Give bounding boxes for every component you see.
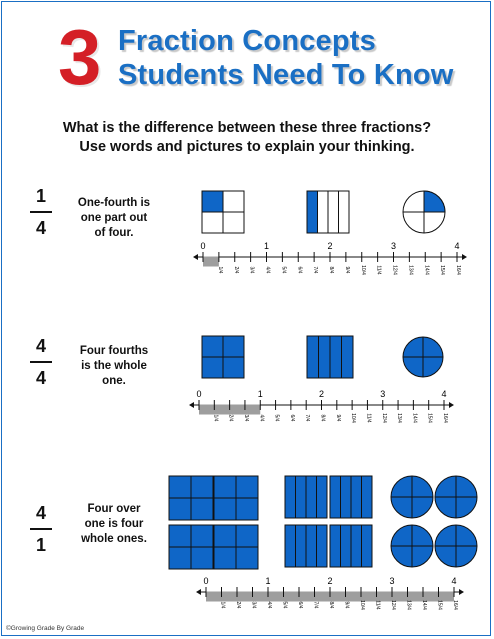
number-line-one-fourth-whole-label: 0 bbox=[200, 241, 206, 251]
number-line-four-fourths-arrow-left bbox=[189, 402, 194, 408]
number-line-one-fourth-fraction-label: 14/4 bbox=[423, 265, 430, 275]
four-wholes-square-cell bbox=[214, 525, 236, 547]
number-line-one-fourth-fraction-label: 6/4 bbox=[296, 266, 303, 274]
four-wholes-strips-strip bbox=[317, 525, 328, 567]
four-wholes-square-cell bbox=[236, 547, 258, 569]
description-line: of four. bbox=[94, 227, 134, 239]
number-line-one-fourth-whole-label: 1 bbox=[263, 241, 270, 251]
number-line-four-over-one-fraction-label: 16/4 bbox=[452, 600, 458, 610]
one-fourth-strips-strip bbox=[328, 191, 339, 233]
four-fourths-strips-strip bbox=[342, 336, 354, 378]
number-line-one-fourth-fraction-label: 11/4 bbox=[375, 265, 382, 275]
number-line-one-fourth-fraction-label: 4/4 bbox=[264, 266, 271, 274]
four-wholes-square-cell bbox=[191, 547, 213, 569]
number-line-one-fourth-fraction-label: 1/4 bbox=[216, 266, 223, 274]
number-line-one-fourth-whole-label: 4 bbox=[454, 241, 460, 251]
prompt-line-2: Use words and pictures to explain your thinking. bbox=[79, 139, 415, 155]
four-wholes-square-cell bbox=[214, 547, 236, 569]
fraction-denominator: 4 bbox=[35, 368, 46, 388]
four-fourths-strips-strip bbox=[319, 336, 331, 378]
number-line-four-over-one-fraction-label: 15/4 bbox=[436, 600, 443, 610]
number-line-four-over-one-fraction-label: 2/4 bbox=[235, 601, 241, 609]
fraction-numerator: 1 bbox=[35, 186, 46, 206]
description-line: is the whole bbox=[81, 360, 147, 372]
fraction-denominator: 4 bbox=[35, 218, 46, 238]
four-wholes-strips-strip bbox=[341, 476, 352, 518]
four-wholes-square-cell bbox=[169, 525, 191, 547]
number-line-four-fourths-fraction-label: 14/4 bbox=[411, 413, 418, 423]
four-fourths-square-cell bbox=[223, 336, 244, 357]
number-line-four-fourths-fraction-label: 5/4 bbox=[273, 414, 280, 422]
number-line-four-fourths-fraction-label: 11/4 bbox=[365, 413, 372, 423]
number-line-one-fourth-fraction-label: 13/4 bbox=[407, 265, 414, 275]
four-fourths-strips-strip bbox=[330, 336, 342, 378]
description-line: whole ones. bbox=[81, 533, 147, 545]
description-line: One-fourth is bbox=[77, 197, 151, 209]
one-fourth-square-cell bbox=[202, 212, 223, 233]
number-line-one-fourth-fraction-label: 12/4 bbox=[391, 265, 398, 275]
number-line-four-over-one-fraction-label: 11/4 bbox=[374, 600, 381, 610]
four-wholes-square-cell bbox=[236, 525, 258, 547]
number-line-one-fourth-fraction-label: 2/4 bbox=[232, 266, 239, 274]
one-fourth-circle-quarter bbox=[424, 191, 445, 212]
number-line-one-fourth-fraction-label: 9/4 bbox=[343, 266, 350, 274]
one-fourth-square-cell bbox=[223, 191, 244, 212]
four-fourths-square-cell bbox=[223, 357, 244, 378]
number-line-four-over-one-fraction-label: 13/4 bbox=[405, 600, 412, 610]
number-line-four-fourths-fraction-label: 9/4 bbox=[334, 414, 341, 422]
number-line-one-fourth-whole-label: 3 bbox=[390, 241, 397, 251]
number-line-one-fourth-fraction-label: 16/4 bbox=[455, 265, 461, 275]
description-line: one. bbox=[102, 375, 126, 387]
description-line: Four over bbox=[87, 503, 141, 515]
number-line-four-over-one-fraction-label: 8/4 bbox=[328, 601, 334, 609]
four-wholes-strips-strip bbox=[341, 525, 352, 567]
number-line-four-fourths-whole-label: 1 bbox=[257, 389, 263, 399]
number-line-one-fourth-shaded-segment bbox=[203, 257, 219, 267]
four-fourths-strips-strip bbox=[307, 336, 319, 378]
fraction-denominator: 1 bbox=[35, 535, 46, 555]
number-line-four-fourths-fraction-label: 8/4 bbox=[319, 414, 326, 422]
number-line-four-fourths-whole-label: 0 bbox=[196, 389, 202, 399]
four-wholes-square-cell bbox=[191, 476, 213, 498]
number-line-four-fourths-fraction-label: 4/4 bbox=[258, 414, 265, 422]
number-line-one-fourth-fraction-label: 15/4 bbox=[439, 265, 446, 275]
number-line-four-over-one-fraction-label: 9/4 bbox=[343, 601, 350, 609]
big-number-three: 3 bbox=[58, 13, 102, 101]
four-wholes-square-cell bbox=[236, 498, 258, 520]
description-line: one is four bbox=[84, 518, 144, 530]
number-line-four-fourths-fraction-label: 10/4 bbox=[350, 413, 357, 423]
one-fourth-square-cell bbox=[202, 191, 223, 212]
four-wholes-square-cell bbox=[214, 498, 236, 520]
four-wholes-square-cell bbox=[236, 476, 258, 498]
number-line-four-fourths-fraction-label: 16/4 bbox=[442, 413, 448, 423]
number-line-four-over-one-fraction-label: 7/4 bbox=[312, 601, 319, 609]
number-line-four-fourths-fraction-label: 6/4 bbox=[288, 414, 295, 422]
four-wholes-strips-strip bbox=[351, 525, 362, 567]
four-wholes-strips-strip bbox=[306, 525, 317, 567]
one-fourth-strips-strip bbox=[339, 191, 350, 233]
four-wholes-square-cell bbox=[169, 498, 191, 520]
number-line-four-over-one-whole-label: 3 bbox=[389, 576, 395, 586]
number-line-four-fourths-arrow-right bbox=[449, 402, 454, 408]
number-line-four-fourths-whole-label: 4 bbox=[441, 389, 447, 399]
number-line-four-over-one-fraction-label: 3/4 bbox=[250, 601, 257, 609]
four-wholes-strips-strip bbox=[351, 476, 362, 518]
fraction-numerator: 4 bbox=[35, 336, 46, 356]
four-wholes-strips-strip bbox=[306, 476, 317, 518]
number-line-one-fourth-fraction-label: 10/4 bbox=[359, 265, 366, 275]
description-line: Four fourths bbox=[79, 345, 149, 357]
one-fourth-square-cell bbox=[223, 212, 244, 233]
number-line-one-fourth-fraction-label: 5/4 bbox=[280, 266, 287, 274]
number-line-four-over-one-whole-label: 2 bbox=[327, 576, 333, 586]
number-line-four-fourths-fraction-label: 3/4 bbox=[242, 414, 249, 422]
prompt-line-1: What is the difference between these three fractions? bbox=[62, 120, 432, 136]
number-line-four-over-one-fraction-label: 6/4 bbox=[297, 601, 303, 609]
number-line-four-fourths-fraction-label: 12/4 bbox=[380, 413, 387, 423]
number-line-four-over-one-whole-label: 4 bbox=[451, 576, 457, 586]
number-line-one-fourth-arrow-right bbox=[462, 254, 467, 260]
number-line-four-over-one-fraction-label: 14/4 bbox=[421, 600, 427, 610]
four-wholes-strips-strip bbox=[285, 476, 296, 518]
description-line: one part out bbox=[80, 212, 148, 224]
number-line-four-fourths-fraction-label: 1/4 bbox=[212, 414, 219, 422]
number-line-four-fourths-fraction-label: 15/4 bbox=[426, 413, 433, 423]
number-line-four-over-one-fraction-label: 1/4 bbox=[219, 601, 226, 609]
title-line-1: Fraction Concepts bbox=[118, 25, 376, 57]
four-wholes-square-cell bbox=[191, 498, 213, 520]
number-line-one-fourth-arrow-left bbox=[193, 254, 198, 260]
four-wholes-square-cell bbox=[169, 476, 191, 498]
four-wholes-strips-strip bbox=[362, 476, 373, 518]
number-line-four-fourths-whole-label: 3 bbox=[380, 389, 386, 399]
four-wholes-strips-strip bbox=[296, 525, 307, 567]
number-line-four-fourths-fraction-label: 2/4 bbox=[227, 414, 234, 422]
one-fourth-strips-strip bbox=[318, 191, 329, 233]
number-line-four-over-one-whole-label: 1 bbox=[265, 576, 271, 586]
number-line-four-over-one-fraction-label: 5/4 bbox=[281, 601, 288, 609]
number-line-four-over-one-fraction-label: 12/4 bbox=[390, 600, 396, 610]
four-fourths-square-cell bbox=[202, 357, 223, 378]
number-line-four-over-one-fraction-label: 10/4 bbox=[359, 600, 365, 610]
four-wholes-strips-strip bbox=[362, 525, 373, 567]
title-line-2: Students Need To Know bbox=[118, 59, 454, 91]
number-line-four-fourths-fraction-label: 7/4 bbox=[304, 414, 311, 422]
four-wholes-strips-strip bbox=[317, 476, 328, 518]
four-wholes-square-cell bbox=[214, 476, 236, 498]
four-wholes-strips-strip bbox=[330, 476, 341, 518]
four-wholes-strips-strip bbox=[285, 525, 296, 567]
fraction-numerator: 4 bbox=[35, 503, 46, 523]
number-line-four-fourths-whole-label: 2 bbox=[318, 389, 325, 399]
number-line-four-fourths-fraction-label: 13/4 bbox=[396, 413, 403, 423]
four-wholes-strips-strip bbox=[296, 476, 307, 518]
number-line-four-over-one-arrow-left bbox=[196, 589, 201, 595]
four-wholes-square-cell bbox=[169, 547, 191, 569]
number-line-four-over-one-fraction-label: 4/4 bbox=[266, 601, 272, 609]
number-line-one-fourth-whole-label: 2 bbox=[327, 241, 333, 251]
number-line-one-fourth-fraction-label: 8/4 bbox=[328, 266, 334, 274]
four-wholes-strips-strip bbox=[330, 525, 341, 567]
number-line-four-over-one-arrow-right bbox=[459, 589, 464, 595]
number-line-one-fourth-fraction-label: 3/4 bbox=[248, 266, 255, 274]
credit-text: ©Growing Grade By Grade bbox=[6, 625, 85, 632]
number-line-one-fourth-fraction-label: 7/4 bbox=[312, 266, 319, 274]
four-fourths-square-cell bbox=[202, 336, 223, 357]
one-fourth-strips-strip bbox=[307, 191, 318, 233]
number-line-four-over-one-whole-label: 0 bbox=[203, 576, 209, 586]
four-wholes-square-cell bbox=[191, 525, 213, 547]
